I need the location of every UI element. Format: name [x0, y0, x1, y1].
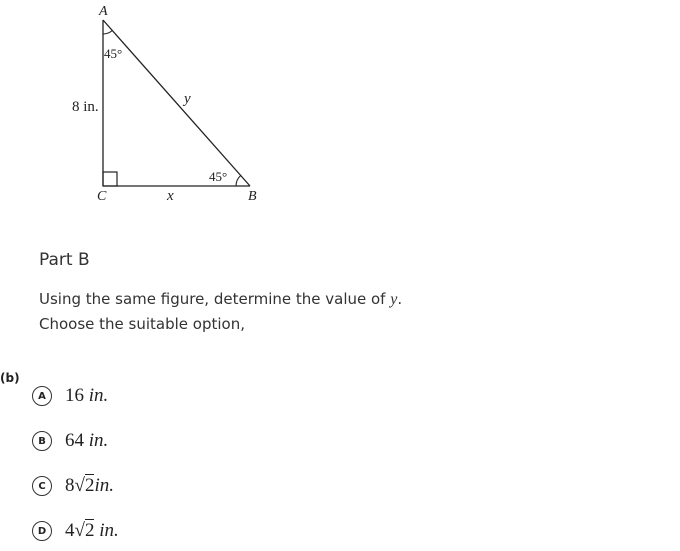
- option-d-number: 4: [65, 520, 75, 541]
- option-b[interactable]: [32, 428, 108, 454]
- option-c-unit: in.: [94, 475, 114, 496]
- vertex-b-label: B: [248, 189, 257, 204]
- option-a-unit: in.: [88, 385, 109, 406]
- option-d[interactable]: [32, 518, 119, 544]
- hypotenuse-label: y: [184, 91, 191, 107]
- option-b-text: [65, 430, 108, 452]
- option-d-letter: D: [32, 521, 52, 541]
- option-c-radical: √: [74, 475, 85, 496]
- option-c-text: [65, 475, 114, 497]
- vertex-a-label: A: [99, 4, 108, 19]
- option-c-radicand: 2: [84, 475, 95, 496]
- question-line-1-suffix: .: [397, 290, 403, 308]
- question-line-2: Choose the suitable option,: [39, 315, 245, 333]
- side-ac-label: 8 in.: [72, 99, 99, 115]
- option-a-text: [65, 385, 108, 407]
- question-line-1: [39, 287, 402, 312]
- angle-a-label: 45°: [104, 46, 123, 61]
- question-variable: y: [390, 291, 398, 308]
- option-b-letter: B: [32, 431, 52, 451]
- question-line-1-prefix: Using the same figure, determine the value of: [39, 290, 391, 308]
- question-text: [39, 287, 402, 336]
- angle-b-arc: [236, 176, 241, 187]
- right-angle-marker: [103, 172, 117, 186]
- part-label: (b): [0, 371, 20, 385]
- part-title: Part B: [39, 250, 90, 270]
- option-a-number: 16: [65, 385, 84, 406]
- option-c-letter: C: [32, 476, 52, 496]
- option-b-number: 64: [65, 430, 84, 451]
- option-d-radical: √: [74, 520, 85, 541]
- angle-b-label: 45°: [209, 169, 228, 184]
- option-d-text: [65, 520, 119, 542]
- option-a[interactable]: [32, 383, 108, 409]
- side-cb-label: x: [167, 188, 174, 204]
- option-d-unit: in.: [99, 520, 119, 541]
- option-c[interactable]: [32, 473, 114, 499]
- option-c-number: 8: [65, 475, 75, 496]
- vertex-c-label: C: [97, 189, 107, 204]
- angle-a-arc: [103, 31, 112, 35]
- option-a-letter: A: [32, 386, 52, 406]
- option-b-unit: in.: [88, 430, 109, 451]
- triangle-figure: [0, 0, 300, 210]
- side-ab: [103, 20, 250, 186]
- option-d-radicand: 2: [84, 520, 95, 541]
